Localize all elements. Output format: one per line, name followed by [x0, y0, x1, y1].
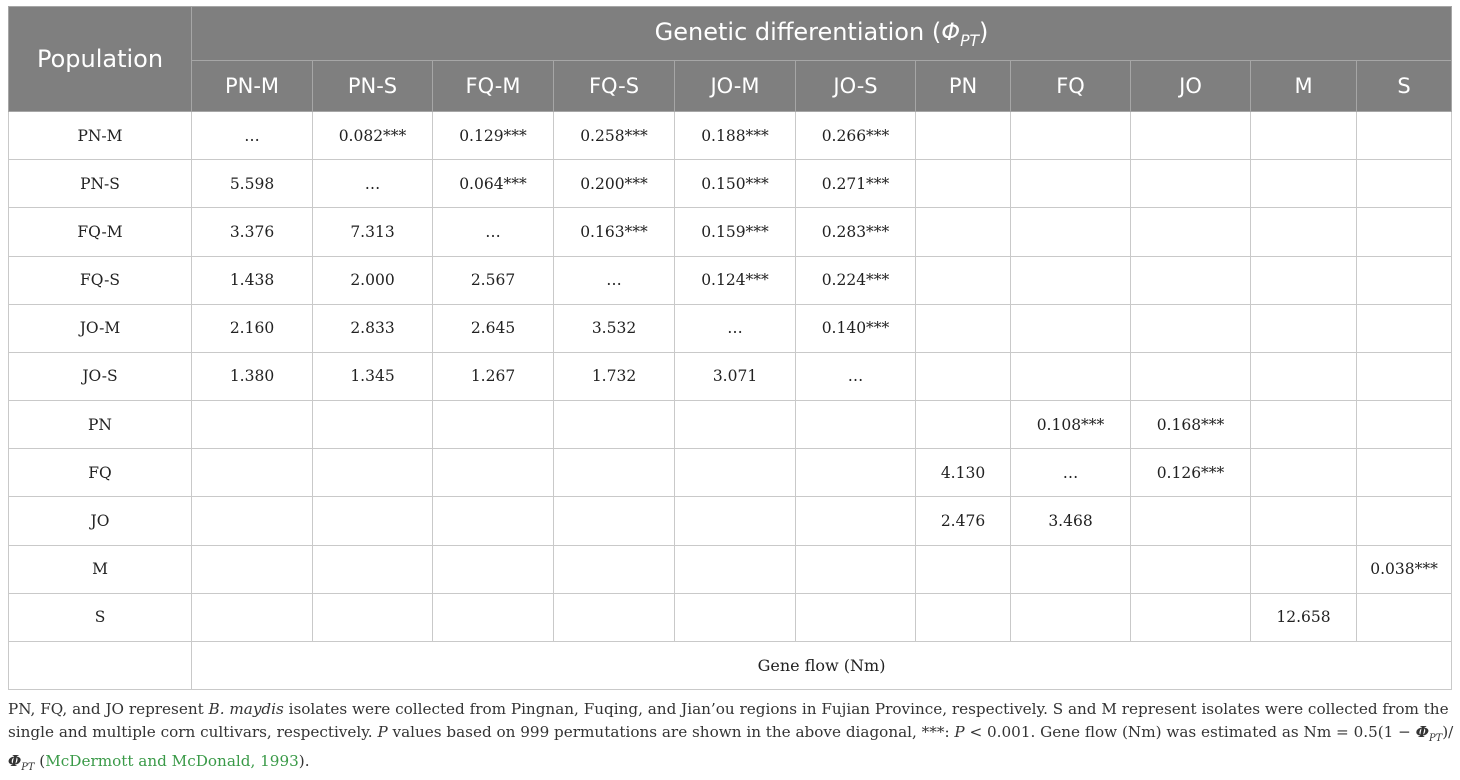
table-cell: [796, 401, 916, 449]
table-row: [9, 256, 1452, 304]
table-cell: [313, 545, 433, 593]
table-cell: 4.130: [916, 449, 1011, 497]
table-cell: 0.159***: [675, 208, 796, 256]
row-label: JO-S: [9, 352, 192, 400]
table-cell: 2.476: [916, 497, 1011, 545]
table-cell: [1131, 112, 1251, 160]
table-cell: [1011, 545, 1131, 593]
table-cell: [1011, 208, 1131, 256]
table-cell: [1251, 160, 1357, 208]
table-cell: [675, 545, 796, 593]
column-header: JO-S: [796, 61, 916, 112]
table-cell: …: [675, 304, 796, 352]
table-body: [9, 112, 1452, 642]
table-cell: 0.163***: [554, 208, 675, 256]
table-cell: [916, 593, 1011, 641]
table-cell: [1357, 593, 1452, 641]
table-cell: [313, 449, 433, 497]
table-cell: 1.380: [192, 352, 313, 400]
table-cell: [1357, 497, 1452, 545]
table-cell: [916, 112, 1011, 160]
table-row: [9, 160, 1452, 208]
table-cell: 0.126***: [1131, 449, 1251, 497]
table-cell: [1251, 352, 1357, 400]
table-cell: [192, 401, 313, 449]
table-cell: [1357, 256, 1452, 304]
table-cell: 2.833: [313, 304, 433, 352]
table-cell: [916, 352, 1011, 400]
row-label: JO: [9, 497, 192, 545]
row-label: FQ-M: [9, 208, 192, 256]
table-cell: 0.064***: [433, 160, 554, 208]
table-cell: 3.532: [554, 304, 675, 352]
table-cell: [675, 593, 796, 641]
table-cell: 2.160: [192, 304, 313, 352]
table-cell: 0.224***: [796, 256, 916, 304]
table-cell: [916, 160, 1011, 208]
table-cell: [433, 545, 554, 593]
table-row: [9, 352, 1452, 400]
table-cell: [433, 593, 554, 641]
row-label: S: [9, 593, 192, 641]
table-cell: 1.732: [554, 352, 675, 400]
table-cell: [192, 593, 313, 641]
footer-row: [9, 642, 1452, 690]
table-cell: [1251, 256, 1357, 304]
table-cell: 1.345: [313, 352, 433, 400]
table-cell: [916, 304, 1011, 352]
table-cell: …: [313, 160, 433, 208]
table-cell: [1357, 304, 1452, 352]
table-cell: 1.267: [433, 352, 554, 400]
table-cell: [433, 401, 554, 449]
table-cell: 0.150***: [675, 160, 796, 208]
table-cell: [1251, 497, 1357, 545]
row-label: JO-M: [9, 304, 192, 352]
table-cell: [1131, 208, 1251, 256]
table-cell: [1357, 160, 1452, 208]
table-cell: …: [433, 208, 554, 256]
table-cell: [1011, 112, 1131, 160]
table-cell: 0.271***: [796, 160, 916, 208]
table-cell: [675, 401, 796, 449]
table-cell: 0.188***: [675, 112, 796, 160]
table-cell: [1131, 352, 1251, 400]
table-cell: [796, 449, 916, 497]
row-label: FQ: [9, 449, 192, 497]
table-cell: [675, 449, 796, 497]
table-cell: [554, 401, 675, 449]
table-cell: [1357, 352, 1452, 400]
table-cell: [1357, 112, 1452, 160]
table-cell: [1131, 593, 1251, 641]
table-cell: [1011, 352, 1131, 400]
table-cell: 3.468: [1011, 497, 1131, 545]
table-cell: [554, 449, 675, 497]
table-cell: [1011, 593, 1131, 641]
column-header: PN-S: [313, 61, 433, 112]
table-cell: …: [796, 352, 916, 400]
table-cell: [916, 256, 1011, 304]
table-cell: [1011, 160, 1131, 208]
table-cell: [433, 497, 554, 545]
table-cell: [1011, 256, 1131, 304]
table-cell: [1131, 545, 1251, 593]
row-label: PN-M: [9, 112, 192, 160]
gene-flow-label: Gene flow (Nm): [192, 642, 1452, 690]
table-cell: 0.283***: [796, 208, 916, 256]
table-cell: 3.071: [675, 352, 796, 400]
table-cell: [1131, 497, 1251, 545]
table-cell: [1131, 256, 1251, 304]
table-cell: [554, 497, 675, 545]
table-cell: 12.658: [1251, 593, 1357, 641]
table-cell: …: [554, 256, 675, 304]
table-cell: [313, 497, 433, 545]
table-cell: 5.598: [192, 160, 313, 208]
table-row: [9, 112, 1452, 160]
table-cell: [1011, 304, 1131, 352]
footer-empty-cell: [9, 642, 192, 690]
table-cell: [796, 593, 916, 641]
column-header: JO-M: [675, 61, 796, 112]
column-header: JO: [1131, 61, 1251, 112]
table-row: [9, 497, 1452, 545]
table-cell: 0.124***: [675, 256, 796, 304]
genetic-differentiation-table: [8, 6, 1452, 690]
table-cell: 0.082***: [313, 112, 433, 160]
table-cell: 0.140***: [796, 304, 916, 352]
table-cell: 0.129***: [433, 112, 554, 160]
genetic-differentiation-header: Genetic differentiation $(\Phi_{PT})$: [192, 7, 1452, 61]
table-cell: [1131, 304, 1251, 352]
table-cell: …: [1011, 449, 1131, 497]
table-cell: 7.313: [313, 208, 433, 256]
table-footnote: PN, FQ, and JO represent B. maydis isolates were collected from Pingnan, Fuqing, and Jian’ou regions in Fujian Province, respectively. S and M represent isolates were collected from the single and multiple corn cultivars, respectively. P values based on 999 permutations are shown in the above diagonal, ***: P < 0.001. Gene flow (Nm) was estimated as $Nm = 0.5(1 - \Phi_{PT})/\Phi_{PT}$ (McDermott and McDonald, 1993).: [8, 700, 1454, 774]
table-cell: [916, 545, 1011, 593]
table-cell: 1.438: [192, 256, 313, 304]
table-cell: [313, 593, 433, 641]
table-cell: [1251, 545, 1357, 593]
table-cell: [1251, 401, 1357, 449]
table-row: [9, 208, 1452, 256]
row-label: PN: [9, 401, 192, 449]
table-cell: [313, 401, 433, 449]
table-cell: [1251, 304, 1357, 352]
table-cell: [192, 545, 313, 593]
column-header: FQ: [1011, 61, 1131, 112]
table-cell: [433, 449, 554, 497]
table-cell: [796, 497, 916, 545]
table-cell: [1357, 449, 1452, 497]
table-cell: 3.376: [192, 208, 313, 256]
table-row: [9, 545, 1452, 593]
table-row: [9, 401, 1452, 449]
column-header: PN: [916, 61, 1011, 112]
table-cell: 0.266***: [796, 112, 916, 160]
table-cell: 0.108***: [1011, 401, 1131, 449]
table-cell: [192, 449, 313, 497]
table-cell: 0.200***: [554, 160, 675, 208]
table-cell: 0.168***: [1131, 401, 1251, 449]
table-cell: [916, 208, 1011, 256]
row-label: PN-S: [9, 160, 192, 208]
table-cell: 0.038***: [1357, 545, 1452, 593]
table-cell: [1357, 401, 1452, 449]
table-cell: 2.000: [313, 256, 433, 304]
table-cell: [1357, 208, 1452, 256]
table-cell: [916, 401, 1011, 449]
table-cell: [1251, 208, 1357, 256]
column-header: PN-M: [192, 61, 313, 112]
table-cell: [192, 497, 313, 545]
row-label: FQ-S: [9, 256, 192, 304]
column-header: S: [1357, 61, 1452, 112]
table-cell: 0.258***: [554, 112, 675, 160]
table-row: [9, 593, 1452, 641]
table-row: [9, 304, 1452, 352]
column-header: FQ-S: [554, 61, 675, 112]
table-row: [9, 449, 1452, 497]
table-cell: [796, 545, 916, 593]
table-cell: [554, 545, 675, 593]
table-cell: [1251, 112, 1357, 160]
column-header: FQ-M: [433, 61, 554, 112]
table-cell: [554, 593, 675, 641]
population-header: Population: [9, 7, 192, 112]
column-header: M: [1251, 61, 1357, 112]
table-cell: …: [192, 112, 313, 160]
table-cell: [675, 497, 796, 545]
table-cell: 2.567: [433, 256, 554, 304]
table-cell: 2.645: [433, 304, 554, 352]
table-cell: [1251, 449, 1357, 497]
reference-link[interactable]: McDermott and McDonald, 1993: [45, 752, 299, 771]
table-cell: [1131, 160, 1251, 208]
row-label: M: [9, 545, 192, 593]
